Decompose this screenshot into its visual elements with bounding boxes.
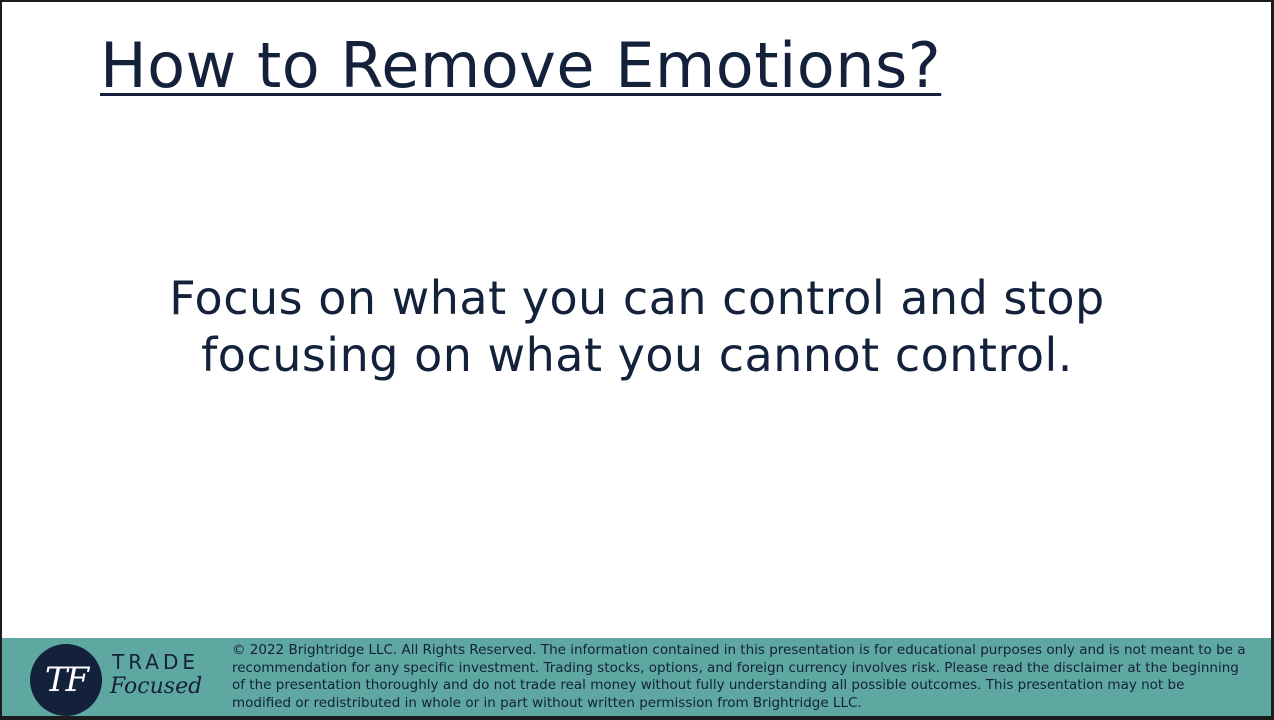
body-line-1: Focus on what you can control and stop <box>169 271 1105 325</box>
slide-body-text <box>42 270 1232 384</box>
logo-monogram: TF <box>44 660 88 700</box>
logo-trade-text: TRADE <box>112 650 200 674</box>
logo-wordmark <box>110 650 203 700</box>
body-line-2: focusing on what you cannot control. <box>201 328 1073 382</box>
trade-focused-logo-icon <box>30 644 102 716</box>
slide-footer <box>2 638 1271 720</box>
copyright-disclaimer: © 2022 Brightridge LLC. All Rights Reserved. The information contained in this presentation is for educational purposes only and is not meant to be a recommendation for any specific investment. Trading stocks, options, and foreign currency involves risk. Please read the disclaimer at the beginning of the presentation thoroughly and do not trade real money without fully understanding all possible outcomes. This presentation may not be modified or redistributed in whole or in part without written permission from Brightridge LLC. <box>232 642 1246 711</box>
slide-title: How to Remove Emotions? <box>100 29 942 102</box>
logo-focused-text: Focused <box>110 674 203 699</box>
